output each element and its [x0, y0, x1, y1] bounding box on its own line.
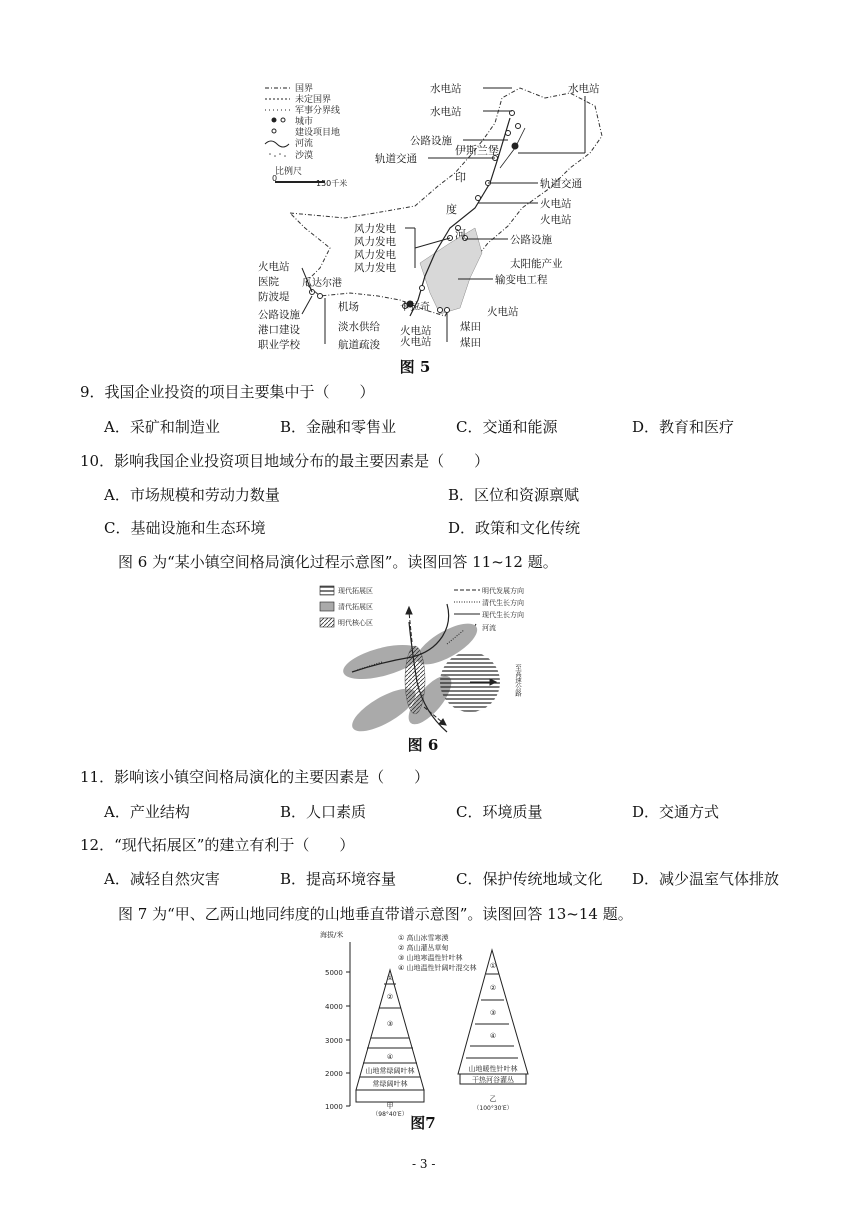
- svg-text:（100°30′E）: （100°30′E）: [473, 1105, 513, 1112]
- q11-option-d[interactable]: D．交通方式: [632, 803, 720, 821]
- svg-text:航道疏浚: 航道疏浚: [338, 339, 380, 351]
- svg-text:沙漠: 沙漠: [295, 151, 314, 161]
- q11-stem: 11．影响该小镇空间格局演化的主要因素是（ ）: [80, 768, 430, 786]
- svg-text:港口建设: 港口建设: [258, 324, 300, 336]
- q11-option-b[interactable]: B．人口素质: [280, 803, 367, 821]
- q11-option-a[interactable]: A．产业结构: [104, 803, 190, 821]
- svg-text:常绿阔叶林: 常绿阔叶林: [372, 1080, 408, 1088]
- svg-text:1000: 1000: [325, 1103, 343, 1111]
- svg-text:印: 印: [455, 171, 466, 184]
- svg-text:太阳能产业: 太阳能产业: [510, 258, 563, 270]
- svg-text:火电站: 火电站: [487, 306, 519, 318]
- q10-stem: 10．影响我国企业投资项目地域分布的最主要因素是（ ）: [80, 452, 490, 470]
- svg-text:④: ④: [489, 1032, 497, 1040]
- fig6-legend: [320, 586, 524, 632]
- svg-text:山地常绿阔叶林: 山地常绿阔叶林: [365, 1067, 415, 1075]
- svg-text:瓜达尔港: 瓜达尔港: [302, 278, 342, 289]
- figure-7-chart: [318, 928, 558, 1118]
- q10-option-c[interactable]: C．基础设施和生态环境: [104, 519, 266, 537]
- svg-text:现代拓展区: 现代拓展区: [338, 587, 373, 595]
- svg-text:山地暖性针叶林: 山地暖性针叶林: [468, 1065, 518, 1073]
- svg-text:城市: 城市: [295, 117, 314, 127]
- q12-stem: 12．“现代拓展区”的建立有利于（ ）: [80, 836, 355, 854]
- svg-text:公路设施: 公路设施: [510, 234, 552, 246]
- fig5-caption: 图 5: [399, 358, 431, 376]
- svg-text:淡水供给: 淡水供给: [338, 321, 380, 333]
- fig5-legend: [265, 83, 347, 188]
- svg-text:5000: 5000: [325, 969, 343, 977]
- svg-text:火电站: 火电站: [540, 214, 572, 226]
- svg-text:公路设施: 公路设施: [258, 309, 300, 321]
- q12-option-b[interactable]: B．提高环境容量: [280, 870, 397, 888]
- svg-text:①: ①: [386, 974, 394, 982]
- svg-text:风力发电: 风力发电: [354, 262, 396, 274]
- svg-text:清代生长方向: 清代生长方向: [482, 599, 524, 607]
- svg-text:煤田: 煤田: [460, 337, 481, 349]
- svg-text:0: 0: [272, 174, 278, 183]
- svg-text:河流: 河流: [482, 624, 496, 632]
- svg-text:轨道交通: 轨道交通: [375, 153, 417, 165]
- svg-text:输变电工程: 输变电工程: [495, 274, 548, 286]
- svg-text:军事分界线: 军事分界线: [295, 106, 341, 116]
- q9-option-d[interactable]: D．教育和医疗: [632, 418, 735, 436]
- q10-option-d[interactable]: D．政策和文化传统: [448, 519, 581, 537]
- fig6-intro: 图 6 为“某小镇空间格局演化过程示意图”。读图回答 11~12 题。: [118, 553, 558, 571]
- svg-text:清代拓展区: 清代拓展区: [338, 603, 373, 611]
- svg-text:煤田: 煤田: [460, 321, 481, 333]
- svg-text:公路设施: 公路设施: [410, 135, 452, 147]
- svg-text:度: 度: [446, 203, 457, 216]
- q9-option-b[interactable]: B．金融和零售业: [280, 418, 397, 436]
- svg-text:国界: 国界: [295, 84, 314, 94]
- svg-text:风力发电: 风力发电: [354, 223, 396, 235]
- q9-option-c[interactable]: C．交通和能源: [456, 418, 558, 436]
- figure-5-map: [250, 78, 620, 356]
- svg-text:职业学校: 职业学校: [258, 339, 300, 351]
- svg-text:伊斯兰堡: 伊斯兰堡: [455, 144, 499, 157]
- svg-text:河流: 河流: [295, 139, 314, 149]
- svg-text:风力发电: 风力发电: [354, 249, 396, 261]
- fig6-caption: 图 6: [407, 736, 439, 754]
- svg-text:现代生长方向: 现代生长方向: [482, 611, 524, 619]
- svg-text:明代发展方向: 明代发展方向: [482, 587, 524, 595]
- fig7-caption: 图7: [410, 1114, 436, 1132]
- svg-text:防波堤: 防波堤: [258, 291, 290, 303]
- q9-stem: 9．我国企业投资的项目主要集中于（ ）: [80, 383, 375, 401]
- q12-option-d[interactable]: D．减少温室气体排放: [632, 870, 780, 888]
- q9-option-a[interactable]: A．采矿和制造业: [104, 418, 220, 436]
- svg-text:乙: 乙: [489, 1095, 497, 1103]
- svg-text:甲: 甲: [386, 1102, 394, 1110]
- svg-text:③ 山地寒温性针叶林: ③ 山地寒温性针叶林: [398, 954, 463, 962]
- q12-option-c[interactable]: C．保护传统地域文化: [456, 870, 603, 888]
- q10-option-a[interactable]: A．市场规模和劳动力数量: [104, 486, 280, 504]
- svg-text:4000: 4000: [325, 1003, 343, 1011]
- svg-text:③: ③: [386, 1020, 394, 1028]
- svg-text:水电站: 水电站: [568, 83, 600, 95]
- svg-text:干热河谷灌丛: 干热河谷灌丛: [472, 1076, 514, 1084]
- page-number: - 3 -: [412, 1157, 436, 1171]
- svg-text:建设项目地: 建设项目地: [295, 128, 341, 138]
- svg-text:比例尺: 比例尺: [275, 167, 303, 177]
- svg-text:水电站: 水电站: [430, 106, 462, 118]
- svg-text:④: ④: [386, 1053, 394, 1061]
- svg-text:医院: 医院: [258, 276, 279, 288]
- svg-text:2000: 2000: [325, 1070, 343, 1078]
- svg-text:机场: 机场: [338, 301, 359, 313]
- q10-option-b[interactable]: B．区位和资源禀赋: [448, 486, 580, 504]
- svg-text:③: ③: [489, 1009, 497, 1017]
- svg-text:②: ②: [489, 984, 497, 992]
- svg-text:风力发电: 风力发电: [354, 236, 396, 248]
- svg-text:① 高山冰雪寒漠: ① 高山冰雪寒漠: [398, 934, 449, 942]
- fig6-road-label: 至高速公路: [514, 664, 522, 697]
- svg-text:轨道交通: 轨道交通: [540, 178, 582, 190]
- svg-text:② 高山灌丛草甸: ② 高山灌丛草甸: [398, 944, 449, 952]
- svg-text:海拔/米: 海拔/米: [320, 931, 344, 939]
- svg-text:②: ②: [386, 993, 394, 1001]
- svg-text:火电站: 火电站: [258, 261, 290, 273]
- svg-text:明代核心区: 明代核心区: [338, 619, 373, 627]
- figure-6-diagram: [312, 582, 534, 734]
- svg-text:3000: 3000: [325, 1037, 343, 1045]
- q12-option-a[interactable]: A．减轻自然灾害: [104, 870, 220, 888]
- svg-text:河: 河: [455, 228, 466, 241]
- svg-text:（98°40′E）: （98°40′E）: [372, 1111, 408, 1118]
- svg-text:卡拉奇: 卡拉奇: [400, 302, 430, 313]
- fig7-legend: [398, 933, 477, 972]
- svg-text:150千米: 150千米: [316, 179, 348, 188]
- svg-text:火电站: 火电站: [400, 325, 432, 337]
- fig7-y-axis: [320, 930, 350, 1111]
- q11-option-c[interactable]: C．环境质量: [456, 803, 543, 821]
- svg-text:火电站: 火电站: [540, 198, 572, 210]
- svg-text:①: ①: [489, 962, 497, 970]
- svg-text:火电站: 火电站: [400, 336, 432, 348]
- svg-text:④ 山地温性针阔叶混交林: ④ 山地温性针阔叶混交林: [398, 964, 477, 972]
- svg-text:未定国界: 未定国界: [295, 95, 332, 105]
- fig7-intro: 图 7 为“甲、乙两山地同纬度的山地垂直带谱示意图”。读图回答 13~14 题。: [118, 905, 633, 923]
- svg-text:水电站: 水电站: [430, 83, 462, 95]
